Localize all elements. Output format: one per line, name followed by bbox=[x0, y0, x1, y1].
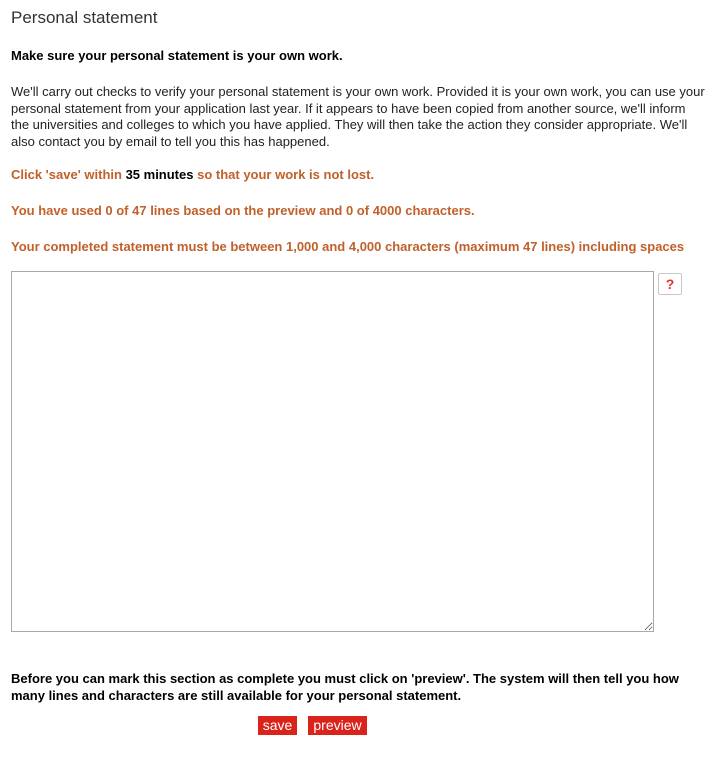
save-timer-prefix: Click 'save' within bbox=[11, 167, 126, 182]
length-requirement: Your completed statement must be between 1,000 and 4,000 characters (maximum 47 lines) including spaces bbox=[11, 239, 685, 254]
personal-statement-textarea[interactable] bbox=[11, 271, 654, 632]
usage-counter: You have used 0 of 47 lines based on the preview and 0 of 4000 characters. bbox=[11, 203, 475, 218]
intro-text: We'll carry out checks to verify your personal statement is your own work. Provided it is your own work, you can use your personal statement from your application last year. If it appears to have been copied from another source, we'll inform the universities and colleges to which you have applied. They will then take the action they consider appropriate. We'll also contact you by email to tell you this has happened. bbox=[11, 84, 705, 149]
help-button[interactable] bbox=[658, 273, 682, 295]
save-timer-minutes: 35 minutes bbox=[125, 167, 194, 182]
save-timer-suffix: so that your work is not lost. bbox=[193, 167, 375, 182]
preview-button[interactable]: preview bbox=[308, 716, 367, 735]
own-work-heading: Make sure your personal statement is your own work. bbox=[11, 48, 343, 63]
save-button[interactable]: save bbox=[258, 716, 297, 735]
save-timer-notice bbox=[11, 167, 374, 182]
page-title: Personal statement bbox=[11, 8, 158, 27]
complete-instructions: Before you can mark this section as complete you must click on 'preview'. The system will then tell you how many lines and characters are still available for your personal statement. bbox=[11, 671, 679, 703]
question-mark-icon: ? bbox=[665, 276, 675, 292]
